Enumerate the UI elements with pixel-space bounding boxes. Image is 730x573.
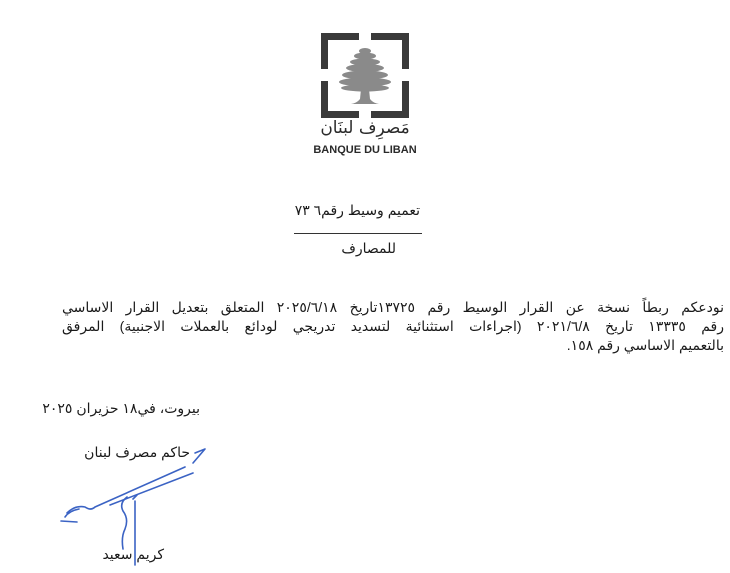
letter-body — [62, 298, 724, 355]
title-divider — [294, 233, 422, 234]
circular-title: تعميم وسيط رقم٦ ٧٣ — [294, 202, 420, 218]
bank-name-french: BANQUE DU LIBAN — [313, 144, 417, 156]
body-line: بالتعميم الاساسي رقم ١٥٨. — [566, 337, 724, 353]
recipient: للمصارف — [341, 240, 396, 256]
bank-logo — [321, 33, 409, 118]
bank-name-arabic: مَصرِف لبنَان — [320, 118, 410, 138]
signatory-name: كريم سعيد — [102, 546, 164, 562]
body-line: نودعكم ربطاً نسخة عن القرار الوسيط رقم ١٣٧٢٥تاريخ ٢٠٢٥/٦/١٨ المتعلق بتعديل القرار الاساسي — [62, 299, 725, 315]
body-line: رقم ١٣٣٣٥ تاريخ ٢٠٢١/٦/٨ (اجراءات استثنائية لتسديد تدريجي لودائع بالعملات الاجنبية) المرفق — [62, 318, 724, 334]
signatory-title: حاكم مصرف لبنان — [84, 444, 190, 460]
cedar-tree-logo-icon — [321, 33, 409, 118]
place-and-date: بيروت، في١٨ حزيران ٢٠٢٥ — [42, 400, 200, 416]
